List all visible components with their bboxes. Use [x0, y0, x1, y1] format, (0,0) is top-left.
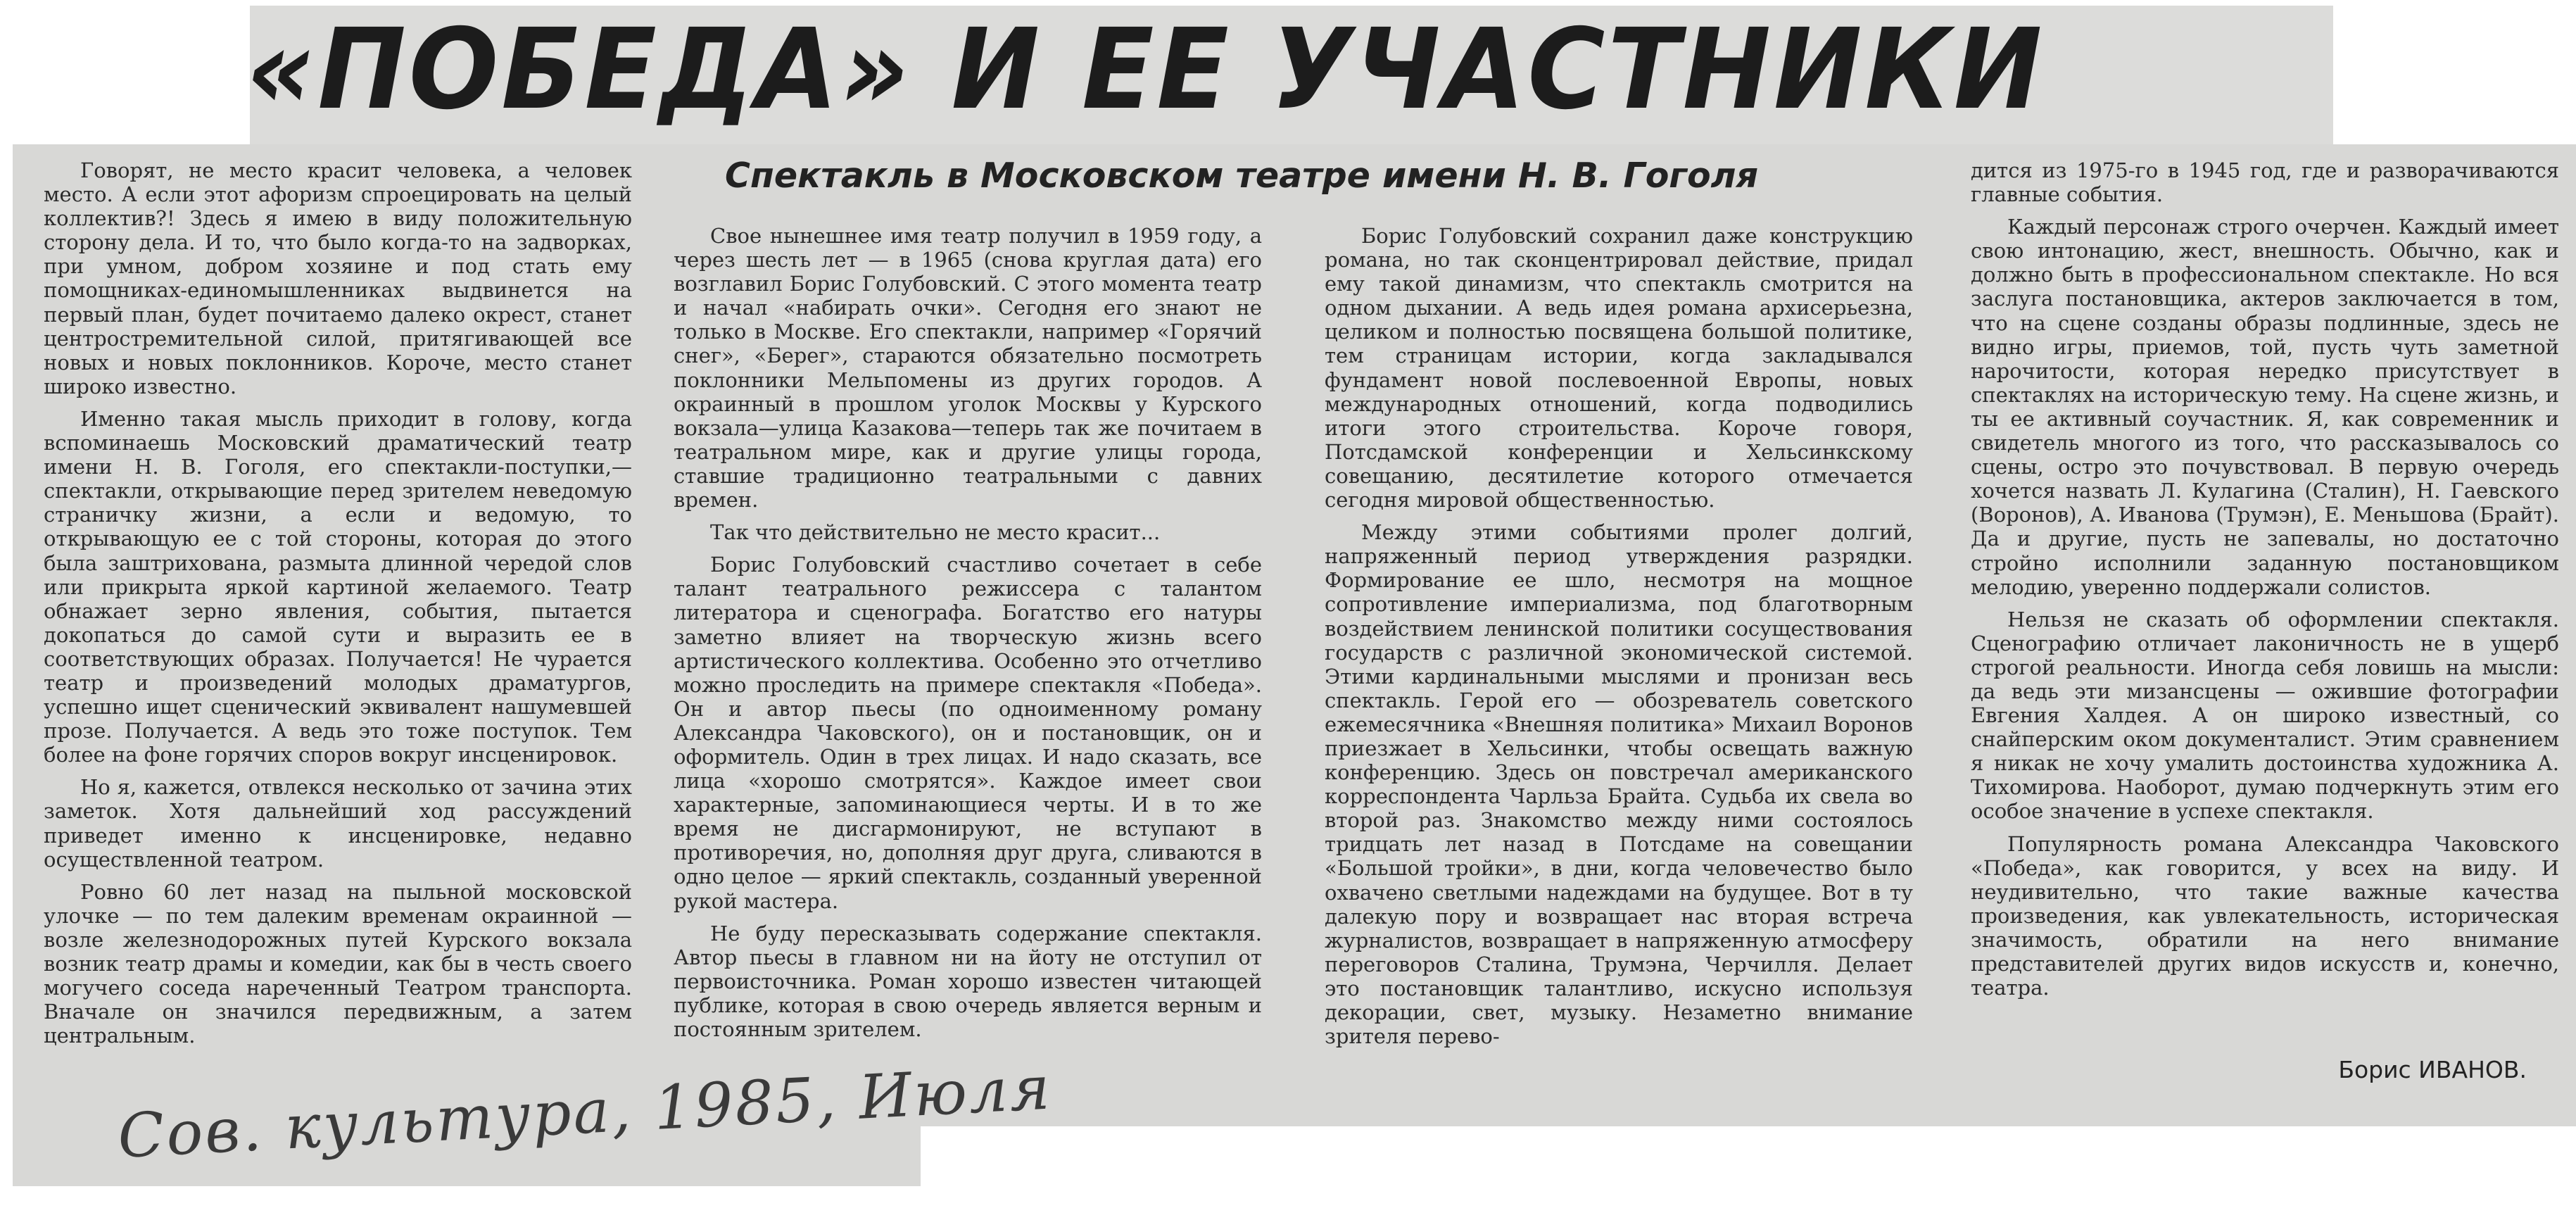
- article-paragraph: дится из 1975-го в 1945 год, где и разворачиваются главные события.: [1971, 158, 2559, 207]
- article-paragraph: Но я, кажется, отвлекся несколько от зачина этих заметок. Хотя дальнейший ход рассуждений приведет именно к инсценировке, недавно осуществленной театром.: [44, 775, 632, 872]
- article-paragraph: Не буду пересказывать содержание спектакля. Автор пьесы в главном ни на йоту не отступил от первоисточника. Роман хорошо известен читающей публике, которая в свою очередь является верным и постоянным зрителем.: [674, 921, 1262, 1041]
- article-paragraph: Каждый персонаж строго очерчен. Каждый имеет свою интонацию, жест, внешность. Обычно, как и должно быть в профессиональном спектакле. Но вся заслуга постановщика, актеров заключается в том, что на сцене созданы образы подлинные, здесь не видно игры, приемов, той, пусть чуть заметной нарочитости, которая нередко присутствует в спектаклях на историческую тему. На сцене жизнь, и ты ее активный соучастник. Я, как современник и свидетель многого из того, что рассказывалось со сцены, остро это почувствовал. В первую очередь хочется назвать Л. Кулагина (Сталин), Н. Гаевского (Воронов), А. Иванова (Трумэн), Е. Меньшова (Брайт). Да и другие, пусть не запевалы, но достаточно стройно исполнили заданную постановщиком мелодию, уверенно поддержали солистов.: [1971, 215, 2559, 599]
- article-paragraph: Нельзя не сказать об оформлении спектакля. Сценографию отличает лаконичность не в ущерб строгой реальности. Иногда себя ловишь на мысли: да ведь эти мизансцены — ожившие фотографии Евгения Халдея. А он широко известный, со снайперским оком документалист. Этим сравнением я никак не хочу умалить достоинства художника А. Тихомирова. Наоборот, думаю подчеркнуть этим его особое значение в успехе спектакля.: [1971, 607, 2559, 824]
- article-paragraph: Именно такая мысль приходит в голову, когда вспоминаешь Московский драматический театр имени Н. В. Гоголя, его спектакли-поступки,— спектакли, открывающие перед зрителем неведомую страничку жизни, а если и ведомую, то открывающую ее с той стороны, которая до этого была заштрихована, размыта длинной чередой слов или прикрыта яркой картиной желаемого. Театр обнажает зерно явления, события, пытается докопаться до самой сути и выразить ее в соответствующих образах. Получается! Не чурается театр и произведений молодых драматургов, успешно ищет сценический эквивалент нашумевшей прозе. Получается. А ведь это тоже поступок. Тем более на фоне горячих споров вокруг инсценировок.: [44, 406, 632, 767]
- article-paragraph: Ровно 60 лет назад на пыльной московской улочке — по тем далеким временам окраинной — возле железнодорожных путей Курского вокзала возник театр драмы и комедии, как бы в честь своего могучего соседа нареченный Театром транспорта. Вначале он значился передвижным, а затем центральным.: [44, 879, 632, 1048]
- article-column-1: [44, 158, 632, 1047]
- article-paragraph: Так что действительно не место красит...: [710, 520, 1161, 545]
- article-paragraph: Борис Голубовский счастливо сочетает в себе талант театрального режиссера с талантом литератора и сценографа. Богатство его натуры заметно влияет на творческую жизнь всего артистического коллектива. Особенно это отчетливо можно проследить на примере спектакля «Победа». Он и автор пьесы (по одноименному роману Александра Чаковского), он и постановщик, он и оформитель. Один в трех лицах. И надо сказать, все лица «хорошо смотрятся». Каждое имеет свои характерные, запоминающиеся черты. И в то же время не дисгармонируют, не вступают в противоречия, но, дополняя друг друга, сливаются в одно целое — яркий спектакль, созданный уверенной рукой мастера.: [674, 553, 1262, 913]
- article-subheadline: Спектакль в Московском театре имени Н. В. Гоголя: [725, 156, 1759, 196]
- article-column-4: [1971, 158, 2559, 1000]
- article-paragraph: Популярность романа Александра Чаковского «Победа», как говорится, у всех на виду. И неудивительно, что такие важные качества произведения, как увлекательность, историческая значимость, обратили на него внимание представителей других видов искусств и, конечно, театра.: [1971, 831, 2559, 1000]
- handwritten-source-note: Сов. культура, 1985, Июля: [116, 1052, 1054, 1172]
- author-signature: Борис ИВАНОВ.: [2338, 1056, 2527, 1083]
- article-paragraph: Борис Голубовский сохранил даже конструкцию романа, но так сконцентрировал действие, придал ему такой динамизм, что спектакль смотрится на одном дыхании. А ведь идея романа архисерьезна, целиком и полностью посвящена большой политике, тем страницам истории, когда закладывался фундамент новой послевоенной Европы, новых международных отношений, когда подводились итоги этого строительства. Короче говоря, Потсдамской конференции и Хельсинкскому совещанию, десятилетие которого отмечается сегодня мировой общественностью.: [1325, 224, 1913, 512]
- article-paragraph: Говорят, не место красит человека, а человек место. А если этот афоризм спроецировать на целый коллектив?! Здесь я имею в виду положительную сторону дела. И то, что было когда-то на задворках, при умном, добром хозяине и под стать ему помощниках-единомышленниках выдвинется на первый план, будет почитаемо далеко окрест, станет центростремительной силой, притягивающей все новых и новых поклонников. Короче, место станет широко известно.: [44, 158, 632, 398]
- article-paragraph: Свое нынешнее имя театр получил в 1959 году, а через шесть лет — в 1965 (снова круглая дата) его возглавил Борис Голубовский. С этого момента театр и начал «набирать очки». Сегодня его знают не только в Москве. Его спектакли, например «Горячий снег», «Берег», стараются обязательно посмотреть поклонники Мельпомены из других городов. А окраинный в прошлом уголок Москвы у Курского вокзала—улица Казакова—теперь так же почитаем в театральном мире, как и другие улицы города, ставшие традиционно театральными с давних времен.: [674, 224, 1262, 512]
- article-column-3: [1325, 224, 1913, 1048]
- article-headline: «ПОБЕДА» И ЕЕ УЧАСТНИКИ: [246, 5, 2045, 134]
- article-paragraph: Между этими событиями пролег долгий, напряженный период утверждения разрядки. Формирование ее шло, несмотря на мощное сопротивление империализма, под благотворным воздействием ленинской политики сосуществования государств с различной экономической системой. Этими кардинальными мыслями и пронизан весь спектакль. Герой его — обозреватель советского ежемесячника «Внешняя политика» Михаил Воронов приезжает в Хельсинки, чтобы освещать важную конференцию. Здесь он повстречал американского корреспондента Чарльза Брайта. Судьба их свела во второй раз. Знакомство между ними состоялось тридцать лет назад в Потсдаме на совещании «Большой тройки», в дни, когда человечество было охвачено светлыми надеждами на будущее. Вот в ту далекую пору и возвращает нас вторая встреча журналистов, возвращает в напряженную атмосферу переговоров Сталина, Трумэна, Черчилля. Делает это постановщик талантливо, искусно используя декорации, свет, музыку. Незаметно внимание зрителя перево-: [1325, 520, 1913, 1049]
- article-column-2: [674, 224, 1262, 1041]
